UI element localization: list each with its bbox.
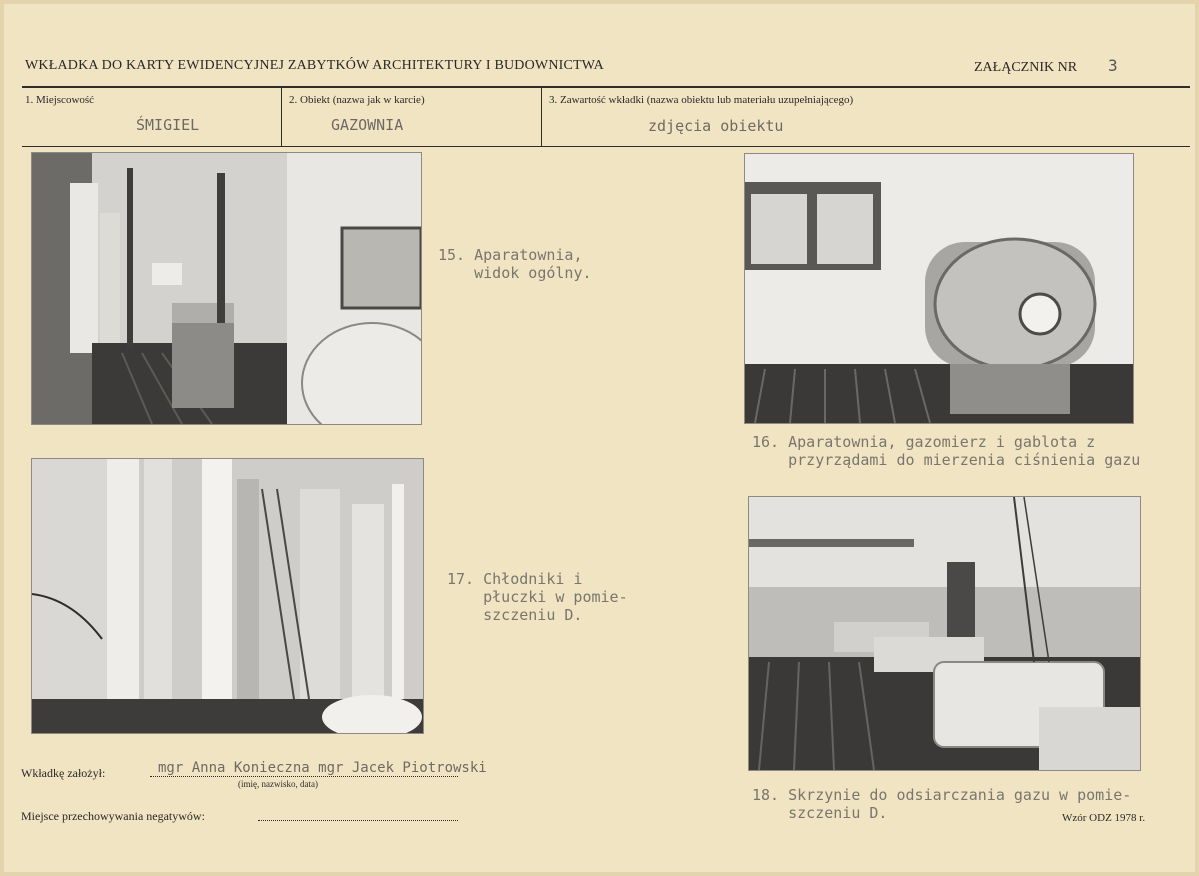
- caption-18: 18. Skrzynie do odsiarczania gazu w pomie- szczeniu D.: [752, 786, 1132, 822]
- card-title: WKŁADKA DO KARTY EWIDENCYJNEJ ZABYTKÓW ARCHITEKTURY I BUDOWNICTWA: [25, 58, 604, 73]
- author-underline: [150, 776, 458, 777]
- object-value: GAZOWNIA: [331, 116, 404, 134]
- content-label: 3. Zawartość wkładki (nazwa obiektu lub materiału uzupełniającego): [549, 94, 854, 106]
- form-id: Wzór ODZ 1978 r.: [1062, 812, 1146, 824]
- caption-16: 16. Aparatownia, gazomierz i gablota z przyrządami do mierzenia ciśnienia gazu: [752, 433, 1141, 469]
- photo-18-desulphurisation-boxes: [748, 496, 1141, 771]
- photo-16-gas-meter: [744, 153, 1134, 424]
- annex-number: 3: [1108, 56, 1118, 75]
- photo-17-coolers-washers: [31, 458, 424, 734]
- annex-label: ZAŁĄCZNIK NR: [974, 60, 1078, 75]
- locality-value: ŚMIGIEL: [136, 116, 200, 134]
- header-rule-bottom: [22, 146, 1190, 147]
- author-hint: (imię, nazwisko, data): [238, 779, 318, 789]
- object-label: 2. Obiekt (nazwa jak w karcie): [289, 94, 425, 106]
- locality-label: 1. Miejscowość: [25, 94, 95, 106]
- header-rule-top: [22, 86, 1190, 88]
- field-divider-2: [541, 88, 542, 146]
- negatives-underline: [258, 820, 458, 821]
- author-value: mgr Anna Konieczna mgr Jacek Piotrowski: [158, 760, 487, 776]
- content-value: zdjęcia obiektu: [648, 117, 784, 135]
- author-label: Wkładkę założył:: [21, 766, 106, 780]
- caption-15: 15. Aparatownia, widok ogólny.: [438, 246, 592, 282]
- field-divider-1: [281, 88, 282, 146]
- photo-15-apparatus-room: [31, 152, 422, 425]
- negatives-label: Miejsce przechowywania negatywów:: [21, 809, 205, 823]
- caption-17: 17. Chłodniki i płuczki w pomie- szczeniu D.: [447, 570, 628, 624]
